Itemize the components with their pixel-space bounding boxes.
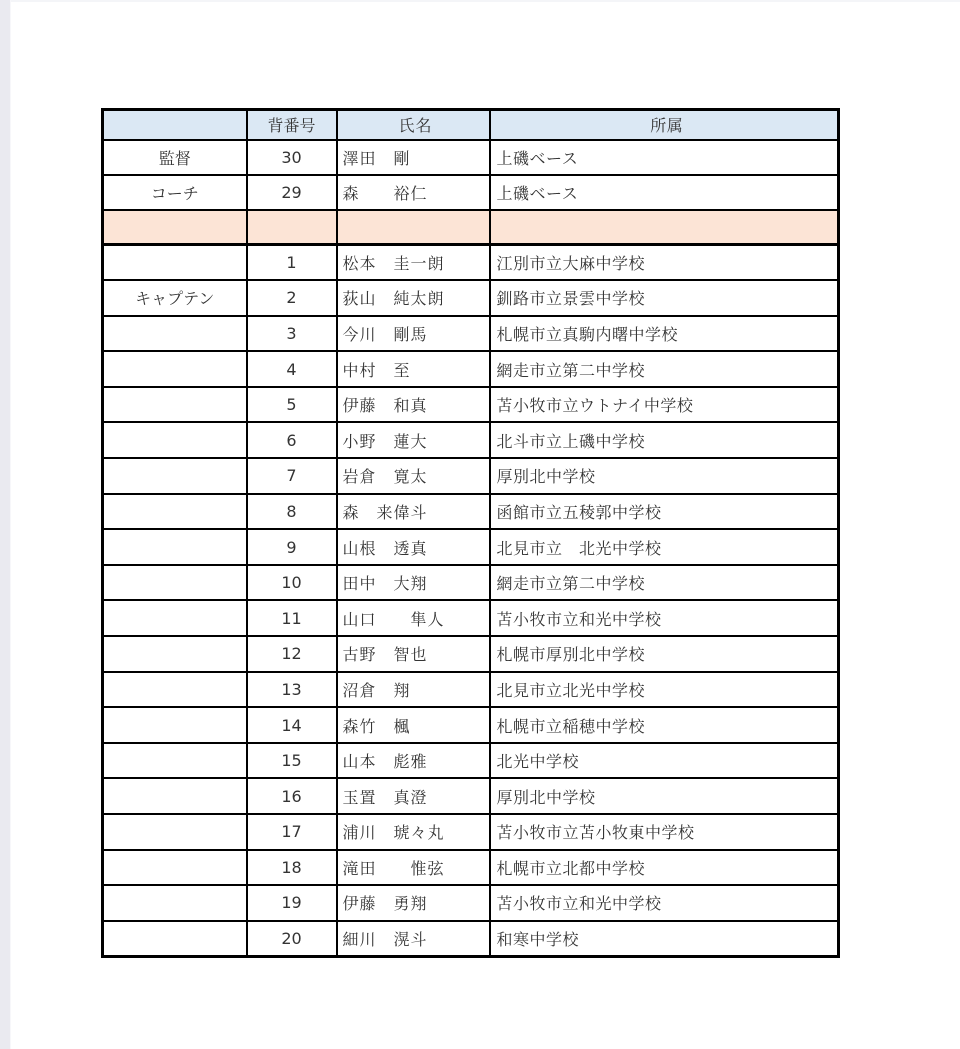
cell-number: 18 xyxy=(247,850,337,886)
cell-number: 1 xyxy=(247,245,337,281)
cell-role xyxy=(103,814,247,850)
cell-number: 15 xyxy=(247,743,337,779)
cell-name: 荻山 純太朗 xyxy=(337,280,490,316)
table-row xyxy=(103,316,839,352)
cell-number: 6 xyxy=(247,422,337,458)
cell-role: 監督 xyxy=(103,140,247,175)
table-row xyxy=(103,707,839,743)
table-row xyxy=(103,885,839,921)
table-row xyxy=(103,351,839,387)
cell-name: 森 裕仁 xyxy=(337,175,490,210)
cell-affiliation: 苫小牧市立和光中学校 xyxy=(490,885,839,921)
cell-name: 沼倉 翔 xyxy=(337,672,490,708)
cell-role xyxy=(103,921,247,957)
cell-affiliation: 上磯ベース xyxy=(490,175,839,210)
table-row xyxy=(103,422,839,458)
header-cell-name: 氏名 xyxy=(337,110,490,140)
cell-number: 17 xyxy=(247,814,337,850)
cell-role xyxy=(103,636,247,672)
cell-number: 3 xyxy=(247,316,337,352)
cell-number: 2 xyxy=(247,280,337,316)
cell-number: 7 xyxy=(247,458,337,494)
cell-number: 20 xyxy=(247,921,337,957)
table-row xyxy=(103,850,839,886)
cell-role xyxy=(103,778,247,814)
page-left-edge xyxy=(0,0,11,1049)
table-row xyxy=(103,280,839,316)
cell-number: 8 xyxy=(247,494,337,530)
cell-role: コーチ xyxy=(103,175,247,210)
header-cell-affiliation: 所属 xyxy=(490,110,839,140)
cell-name: 森 来偉斗 xyxy=(337,494,490,530)
cell-affiliation: 北見市立 北光中学校 xyxy=(490,529,839,565)
cell-name: 山口 隼人 xyxy=(337,600,490,636)
cell-name: 森竹 楓 xyxy=(337,707,490,743)
cell-affiliation: 苫小牧市立ウトナイ中学校 xyxy=(490,387,839,423)
cell-name: 澤田 剛 xyxy=(337,140,490,175)
team-roster-table xyxy=(101,108,840,958)
cell-affiliation: 上磯ベース xyxy=(490,140,839,175)
table-row xyxy=(103,778,839,814)
cell-number: 13 xyxy=(247,672,337,708)
cell-role xyxy=(103,387,247,423)
cell-role xyxy=(103,707,247,743)
cell-name: 山本 彪雅 xyxy=(337,743,490,779)
cell-role xyxy=(103,565,247,601)
cell-number xyxy=(247,210,337,245)
cell-number: 14 xyxy=(247,707,337,743)
cell-number: 5 xyxy=(247,387,337,423)
cell-role xyxy=(103,316,247,352)
cell-role xyxy=(103,672,247,708)
cell-name: 田中 大翔 xyxy=(337,565,490,601)
cell-role xyxy=(103,210,247,245)
cell-number: 10 xyxy=(247,565,337,601)
cell-name: 伊藤 勇翔 xyxy=(337,885,490,921)
cell-name: 岩倉 寛太 xyxy=(337,458,490,494)
cell-name: 滝田 惟弦 xyxy=(337,850,490,886)
table-row xyxy=(103,672,839,708)
cell-role xyxy=(103,458,247,494)
cell-name: 松本 圭一朗 xyxy=(337,245,490,281)
cell-name: 中村 至 xyxy=(337,351,490,387)
cell-affiliation xyxy=(490,210,839,245)
cell-affiliation: 江別市立大麻中学校 xyxy=(490,245,839,281)
cell-role xyxy=(103,529,247,565)
cell-affiliation: 札幌市立北都中学校 xyxy=(490,850,839,886)
page-top-edge xyxy=(0,0,960,2)
cell-affiliation: 和寒中学校 xyxy=(490,921,839,957)
cell-role xyxy=(103,494,247,530)
cell-role: キャプテン xyxy=(103,280,247,316)
table-row xyxy=(103,600,839,636)
cell-role xyxy=(103,885,247,921)
table-row xyxy=(103,494,839,530)
cell-role xyxy=(103,245,247,281)
table-row xyxy=(103,245,839,281)
cell-affiliation: 札幌市厚別北中学校 xyxy=(490,636,839,672)
spacer-row xyxy=(103,210,839,245)
table-row xyxy=(103,565,839,601)
cell-number: 11 xyxy=(247,600,337,636)
table-row xyxy=(103,458,839,494)
cell-role xyxy=(103,850,247,886)
cell-affiliation: 札幌市立真駒内曙中学校 xyxy=(490,316,839,352)
cell-name: 山根 透真 xyxy=(337,529,490,565)
cell-name: 古野 智也 xyxy=(337,636,490,672)
cell-number: 4 xyxy=(247,351,337,387)
cell-affiliation: 北斗市立上磯中学校 xyxy=(490,422,839,458)
table-row xyxy=(103,529,839,565)
cell-number: 19 xyxy=(247,885,337,921)
cell-affiliation: 北見市立北光中学校 xyxy=(490,672,839,708)
table-row xyxy=(103,175,839,210)
cell-role xyxy=(103,351,247,387)
cell-name: 今川 剛馬 xyxy=(337,316,490,352)
header-cell-number: 背番号 xyxy=(247,110,337,140)
table-row xyxy=(103,814,839,850)
table-row xyxy=(103,743,839,779)
table-row xyxy=(103,387,839,423)
cell-affiliation: 厚別北中学校 xyxy=(490,778,839,814)
cell-affiliation: 苫小牧市立苫小牧東中学校 xyxy=(490,814,839,850)
cell-number: 12 xyxy=(247,636,337,672)
table-header-row xyxy=(103,110,839,140)
cell-role xyxy=(103,422,247,458)
cell-affiliation: 釧路市立景雲中学校 xyxy=(490,280,839,316)
cell-affiliation: 函館市立五稜郭中学校 xyxy=(490,494,839,530)
cell-affiliation: 厚別北中学校 xyxy=(490,458,839,494)
table-row xyxy=(103,921,839,957)
cell-affiliation: 網走市立第二中学校 xyxy=(490,565,839,601)
cell-role xyxy=(103,743,247,779)
cell-number: 16 xyxy=(247,778,337,814)
cell-name: 玉置 真澄 xyxy=(337,778,490,814)
table-row xyxy=(103,140,839,175)
cell-name: 細川 滉斗 xyxy=(337,921,490,957)
table-row xyxy=(103,636,839,672)
cell-affiliation: 札幌市立稲穂中学校 xyxy=(490,707,839,743)
cell-affiliation: 北光中学校 xyxy=(490,743,839,779)
cell-affiliation: 網走市立第二中学校 xyxy=(490,351,839,387)
cell-role xyxy=(103,600,247,636)
cell-name xyxy=(337,210,490,245)
cell-name: 小野 蓮大 xyxy=(337,422,490,458)
cell-name: 伊藤 和真 xyxy=(337,387,490,423)
cell-affiliation: 苫小牧市立和光中学校 xyxy=(490,600,839,636)
cell-number: 9 xyxy=(247,529,337,565)
cell-name: 浦川 琥々丸 xyxy=(337,814,490,850)
roster-table-body xyxy=(103,140,839,957)
header-cell-role xyxy=(103,110,247,140)
cell-number: 29 xyxy=(247,175,337,210)
cell-number: 30 xyxy=(247,140,337,175)
